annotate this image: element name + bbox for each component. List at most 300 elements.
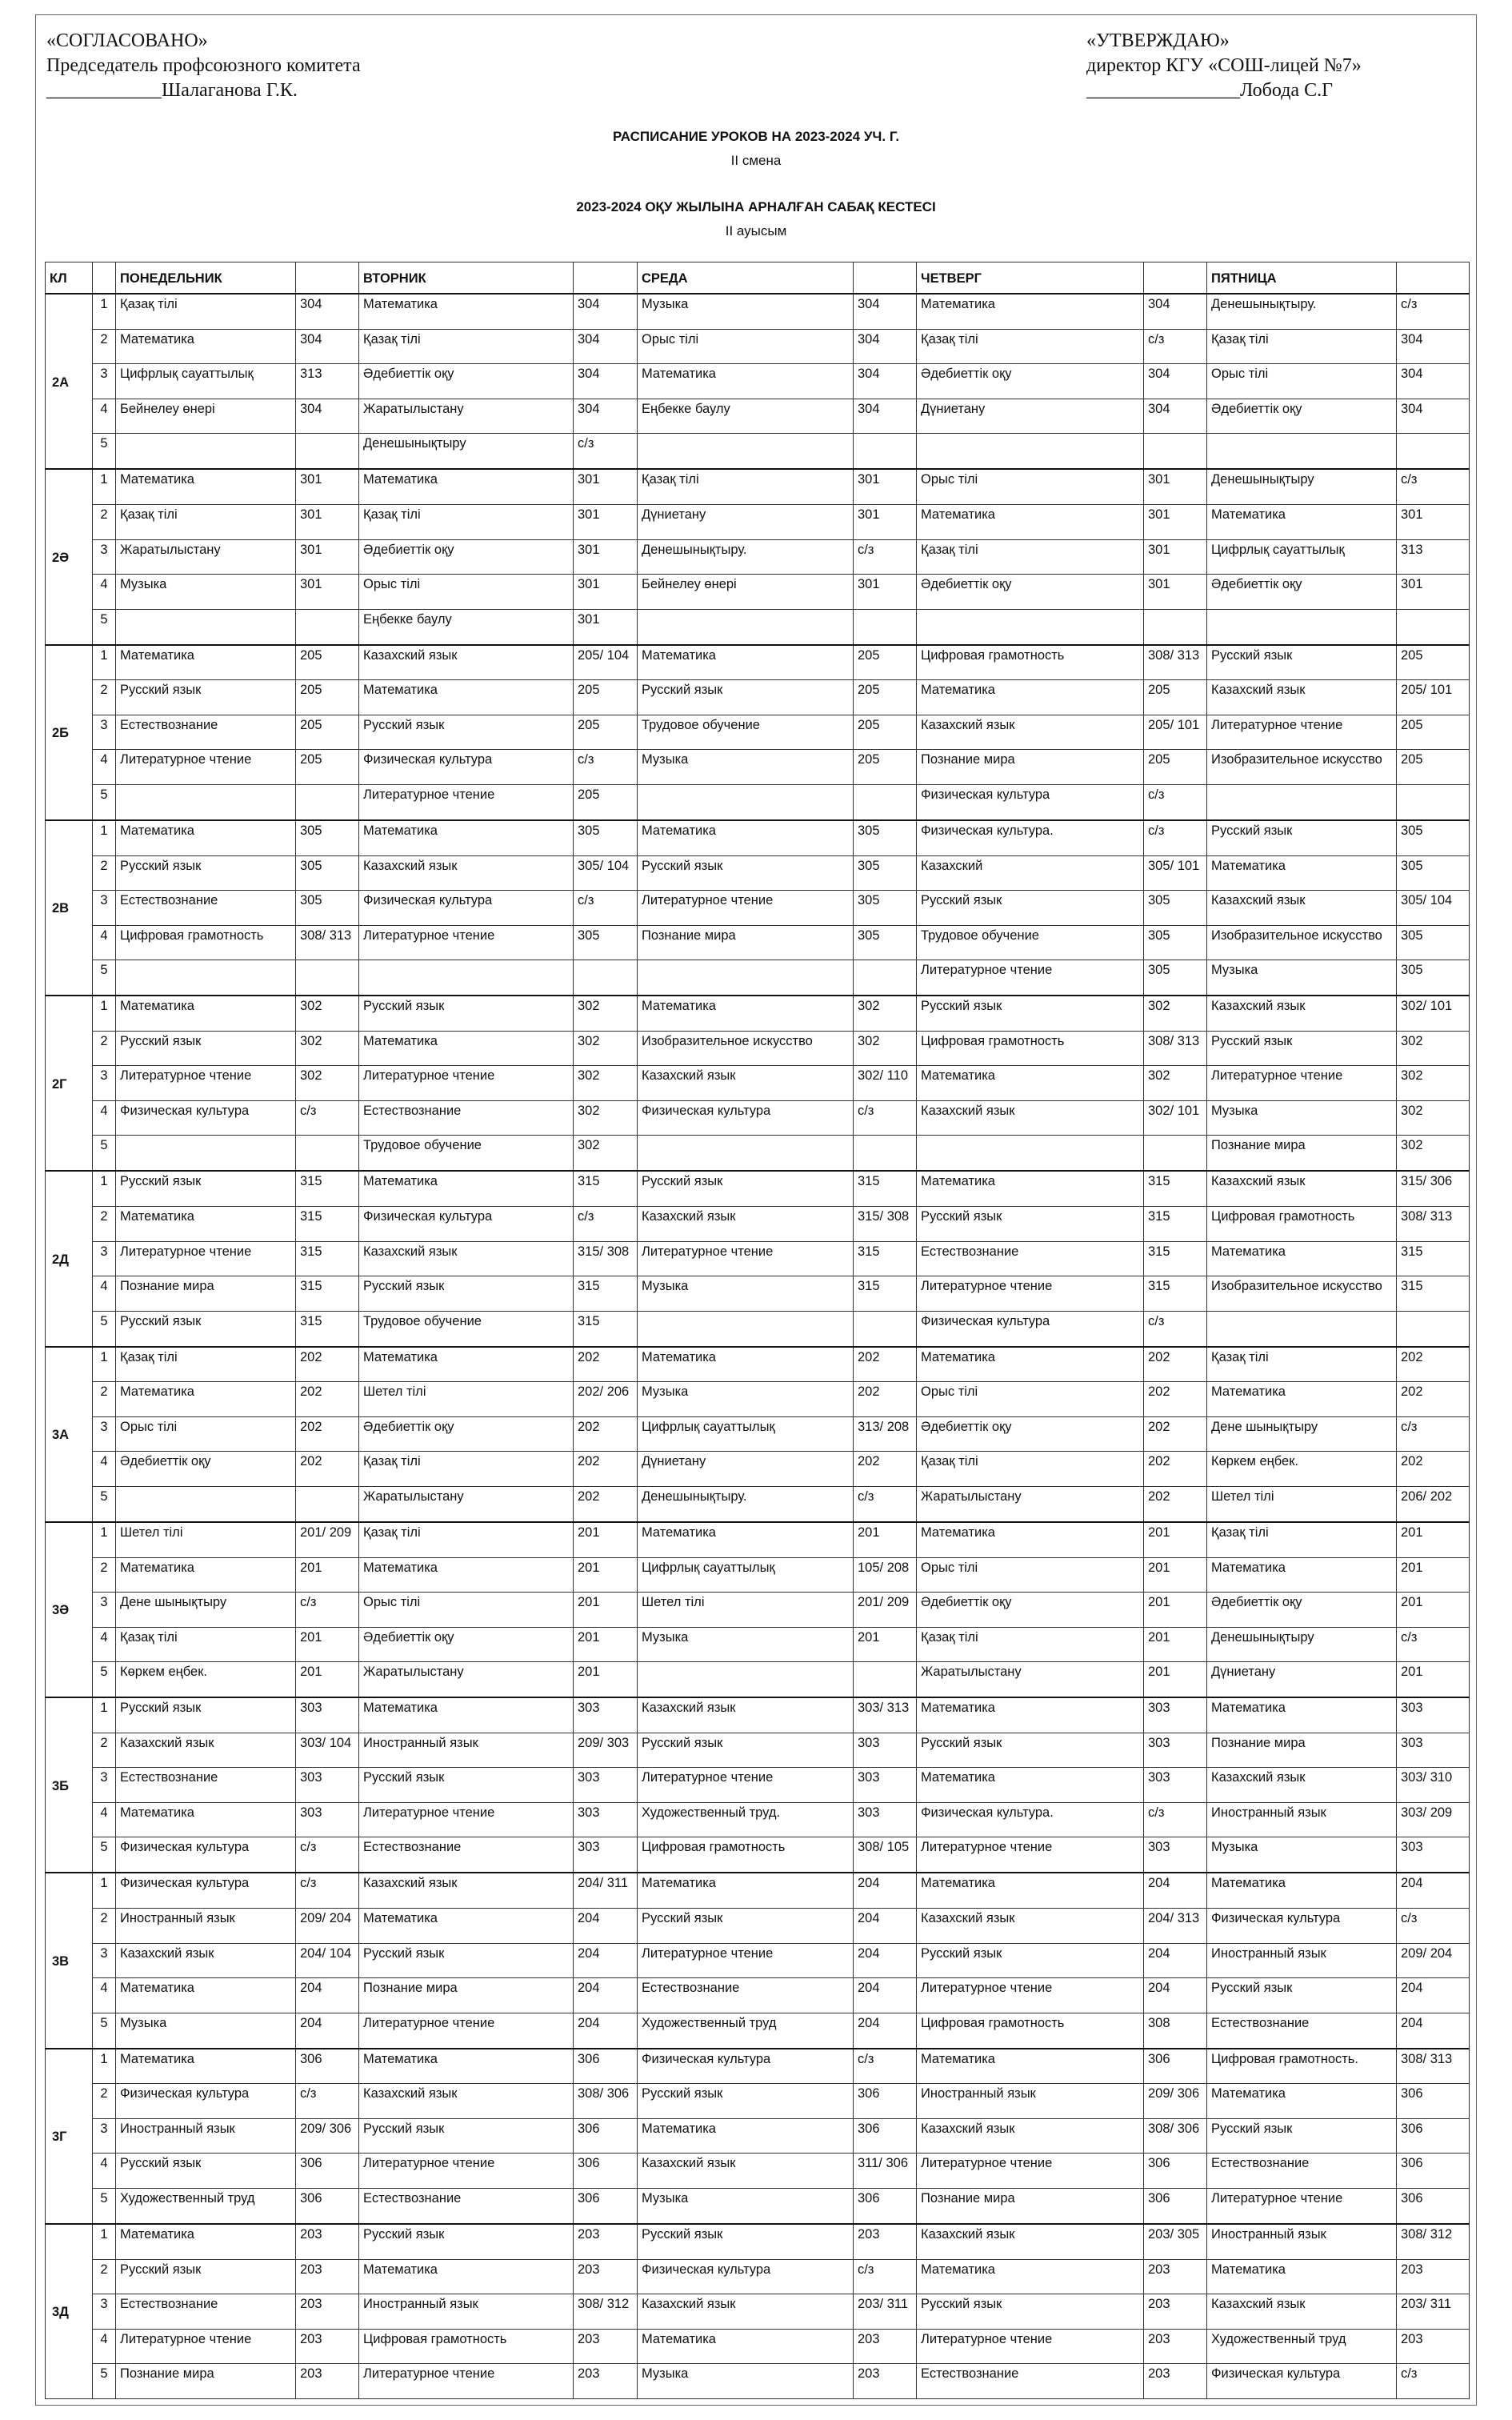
class-label: 3Г xyxy=(46,2049,93,2224)
lesson-number: 2 xyxy=(93,329,116,363)
friday-subject: Художественный труд xyxy=(1207,2329,1397,2363)
wednesday-subject: Денешынықтыру. xyxy=(638,539,854,574)
wednesday-room: 313/ 208 xyxy=(854,1416,917,1451)
friday-subject: Изобразительное искусство xyxy=(1207,925,1397,960)
lesson-number: 4 xyxy=(93,575,116,609)
lesson-number: 2 xyxy=(93,1557,116,1592)
wednesday-subject xyxy=(638,609,854,644)
friday-subject: Цифровая грамотность. xyxy=(1207,2049,1397,2084)
tuesday-room: 203 xyxy=(574,2364,638,2399)
tuesday-room: с/з xyxy=(574,750,638,784)
col-lesson-num xyxy=(93,262,116,294)
wednesday-subject: Литературное чтение xyxy=(638,891,854,925)
friday-room: 305 xyxy=(1397,960,1470,996)
thursday-subject: Литературное чтение xyxy=(917,2154,1144,2188)
tuesday-room: 201 xyxy=(574,1627,638,1661)
tuesday-subject: Математика xyxy=(359,469,574,504)
friday-subject xyxy=(1207,1311,1397,1346)
wednesday-room: 306 xyxy=(854,2118,917,2153)
friday-room: 202 xyxy=(1397,1347,1470,1382)
lesson-number: 5 xyxy=(93,2013,116,2048)
tuesday-room: 308/ 312 xyxy=(574,2294,638,2329)
table-row xyxy=(46,1802,1470,1837)
schedule-body xyxy=(46,294,1470,2399)
tuesday-room: 302 xyxy=(574,1031,638,1065)
monday-subject xyxy=(116,609,296,644)
lesson-number: 3 xyxy=(93,715,116,749)
tuesday-room: 301 xyxy=(574,505,638,539)
thursday-subject: Математика xyxy=(917,2259,1144,2294)
col-friday-room xyxy=(1397,262,1470,294)
wednesday-subject: Русский язык xyxy=(638,1733,854,1767)
tuesday-subject: Литературное чтение xyxy=(359,1802,574,1837)
tuesday-room: 306 xyxy=(574,2049,638,2084)
monday-subject: Русский язык xyxy=(116,2259,296,2294)
friday-subject xyxy=(1207,784,1397,819)
wednesday-room: 204 xyxy=(854,1943,917,1977)
wednesday-subject: Қазақ тілі xyxy=(638,469,854,504)
friday-room: 305 xyxy=(1397,820,1470,855)
lesson-number: 2 xyxy=(93,1382,116,1416)
friday-subject: Қазақ тілі xyxy=(1207,1522,1397,1557)
thursday-room: с/з xyxy=(1144,1802,1207,1837)
wednesday-room: 302 xyxy=(854,996,917,1031)
monday-subject: Казахский язык xyxy=(116,1943,296,1977)
lesson-number: 1 xyxy=(93,645,116,680)
monday-room: с/з xyxy=(296,1100,359,1135)
thursday-subject: Математика xyxy=(917,1873,1144,1908)
friday-subject: Математика xyxy=(1207,1873,1397,1908)
thursday-room: 303 xyxy=(1144,1837,1207,1873)
thursday-room: 202 xyxy=(1144,1382,1207,1416)
friday-subject: Музыка xyxy=(1207,1100,1397,1135)
monday-room: 209/ 204 xyxy=(296,1909,359,1943)
tuesday-subject: Литературное чтение xyxy=(359,784,574,819)
table-row xyxy=(46,855,1470,890)
thursday-subject: Математика xyxy=(917,1347,1144,1382)
tuesday-room: 302 xyxy=(574,1100,638,1135)
class-label: 3Б xyxy=(46,1697,93,1873)
thursday-room: 305 xyxy=(1144,960,1207,996)
monday-subject: Познание мира xyxy=(116,1276,296,1311)
friday-subject: Русский язык xyxy=(1207,2118,1397,2153)
lesson-number: 1 xyxy=(93,2224,116,2259)
table-row xyxy=(46,1697,1470,1733)
wednesday-subject: Денешынықтыру. xyxy=(638,1486,854,1521)
thursday-room: 315 xyxy=(1144,1171,1207,1206)
thursday-subject: Казахский xyxy=(917,855,1144,890)
monday-subject: Литературное чтение xyxy=(116,2329,296,2363)
thursday-subject: Физическая культура xyxy=(917,784,1144,819)
table-row xyxy=(46,1171,1470,1206)
wednesday-subject: Математика xyxy=(638,1347,854,1382)
monday-subject: Цифровая грамотность xyxy=(116,925,296,960)
friday-subject: Познание мира xyxy=(1207,1136,1397,1171)
lesson-number: 1 xyxy=(93,1522,116,1557)
wednesday-room: 205 xyxy=(854,645,917,680)
table-row xyxy=(46,2154,1470,2188)
wednesday-room: 303 xyxy=(854,1802,917,1837)
friday-room: 301 xyxy=(1397,575,1470,609)
friday-subject: Русский язык xyxy=(1207,645,1397,680)
friday-subject: Казахский язык xyxy=(1207,1768,1397,1802)
class-label: 2Б xyxy=(46,645,93,820)
thursday-subject: Казахский язык xyxy=(917,2118,1144,2153)
wednesday-room: 306 xyxy=(854,2188,917,2223)
friday-subject: Изобразительное искусство xyxy=(1207,1276,1397,1311)
friday-room: 303 xyxy=(1397,1837,1470,1873)
wednesday-subject: Дүниетану xyxy=(638,1452,854,1486)
friday-room: с/з xyxy=(1397,1909,1470,1943)
thursday-subject: Русский язык xyxy=(917,2294,1144,2329)
tuesday-room: 302 xyxy=(574,1136,638,1171)
friday-room: 304 xyxy=(1397,364,1470,399)
tuesday-room: 303 xyxy=(574,1697,638,1733)
monday-room xyxy=(296,609,359,644)
tuesday-subject: Математика xyxy=(359,1697,574,1733)
friday-subject xyxy=(1207,609,1397,644)
col-wednesday-room xyxy=(854,262,917,294)
schedule-header-row xyxy=(46,262,1470,294)
monday-subject: Математика xyxy=(116,1207,296,1241)
table-row xyxy=(46,2049,1470,2084)
thursday-room: 209/ 306 xyxy=(1144,2084,1207,2118)
friday-room: 201 xyxy=(1397,1557,1470,1592)
tuesday-subject: Естествознание xyxy=(359,1100,574,1135)
tuesday-subject: Әдебиеттік оқу xyxy=(359,1416,574,1451)
tuesday-subject: Литературное чтение xyxy=(359,1066,574,1100)
tuesday-room: 301 xyxy=(574,469,638,504)
tuesday-subject: Орыс тілі xyxy=(359,1593,574,1627)
lesson-number: 1 xyxy=(93,996,116,1031)
lesson-number: 1 xyxy=(93,469,116,504)
monday-subject: Дене шынықтыру xyxy=(116,1593,296,1627)
monday-room: 202 xyxy=(296,1347,359,1382)
friday-subject: Дүниетану xyxy=(1207,1662,1397,1697)
thursday-subject: Трудовое обучение xyxy=(917,925,1144,960)
tuesday-room: 201 xyxy=(574,1557,638,1592)
wednesday-room: 203/ 311 xyxy=(854,2294,917,2329)
director-label: директор КГУ «СОШ-лицей №7» xyxy=(1086,55,1362,76)
wednesday-subject: Математика xyxy=(638,2329,854,2363)
lesson-number: 1 xyxy=(93,294,116,329)
tuesday-subject: Жаратылыстану xyxy=(359,1486,574,1521)
friday-room: 203/ 311 xyxy=(1397,2294,1470,2329)
table-row xyxy=(46,2364,1470,2399)
monday-subject: Цифрлық сауаттылық xyxy=(116,364,296,399)
col-monday-room xyxy=(296,262,359,294)
friday-subject xyxy=(1207,434,1397,469)
tuesday-subject xyxy=(359,960,574,996)
tuesday-subject: Казахский язык xyxy=(359,1873,574,1908)
monday-subject: Математика xyxy=(116,996,296,1031)
table-row xyxy=(46,2013,1470,2048)
monday-room: 209/ 306 xyxy=(296,2118,359,2153)
tuesday-room: 204 xyxy=(574,1943,638,1977)
lesson-number: 3 xyxy=(93,1593,116,1627)
monday-room: 302 xyxy=(296,1031,359,1065)
tuesday-subject: Иностранный язык xyxy=(359,2294,574,2329)
thursday-room: 304 xyxy=(1144,399,1207,433)
wednesday-room: 315/ 308 xyxy=(854,1207,917,1241)
thursday-room: 302 xyxy=(1144,1066,1207,1100)
thursday-subject: Русский язык xyxy=(917,1207,1144,1241)
lesson-number: 2 xyxy=(93,1909,116,1943)
table-row xyxy=(46,539,1470,574)
friday-subject: Цифровая грамотность xyxy=(1207,1207,1397,1241)
table-row xyxy=(46,609,1470,644)
monday-subject: Русский язык xyxy=(116,1311,296,1346)
friday-room: 303/ 310 xyxy=(1397,1768,1470,1802)
wednesday-subject: Физическая культура xyxy=(638,2049,854,2084)
wednesday-room: 202 xyxy=(854,1347,917,1382)
tuesday-subject: Математика xyxy=(359,1347,574,1382)
wednesday-subject xyxy=(638,784,854,819)
wednesday-subject: Математика xyxy=(638,996,854,1031)
friday-room: 306 xyxy=(1397,2154,1470,2188)
lesson-number: 4 xyxy=(93,1978,116,2013)
friday-room: 308/ 313 xyxy=(1397,1207,1470,1241)
table-row xyxy=(46,715,1470,749)
friday-room: 203 xyxy=(1397,2259,1470,2294)
table-row xyxy=(46,1416,1470,1451)
table-row xyxy=(46,1943,1470,1977)
tuesday-room: 306 xyxy=(574,2188,638,2223)
friday-subject: Денешынықтыру xyxy=(1207,469,1397,504)
wednesday-room: 204 xyxy=(854,1873,917,1908)
friday-room: 202 xyxy=(1397,1382,1470,1416)
friday-subject: Математика xyxy=(1207,1241,1397,1276)
friday-subject: Познание мира xyxy=(1207,1733,1397,1767)
table-row xyxy=(46,1347,1470,1382)
class-label: 3В xyxy=(46,1873,93,2048)
tuesday-room: 304 xyxy=(574,294,638,329)
lesson-number: 4 xyxy=(93,1802,116,1837)
lesson-number: 5 xyxy=(93,609,116,644)
thursday-subject: Әдебиеттік оқу xyxy=(917,1593,1144,1627)
thursday-subject: Математика xyxy=(917,294,1144,329)
wednesday-room xyxy=(854,609,917,644)
monday-subject: Литературное чтение xyxy=(116,1066,296,1100)
tuesday-room: 204 xyxy=(574,1909,638,1943)
monday-room: 315 xyxy=(296,1276,359,1311)
table-row xyxy=(46,1207,1470,1241)
lesson-number: 2 xyxy=(93,1733,116,1767)
thursday-room: 201 xyxy=(1144,1627,1207,1661)
col-class: КЛ xyxy=(46,262,93,294)
thursday-room: 302 xyxy=(1144,996,1207,1031)
friday-room: 313 xyxy=(1397,539,1470,574)
tuesday-subject: Трудовое обучение xyxy=(359,1311,574,1346)
wednesday-subject: Русский язык xyxy=(638,680,854,715)
monday-subject: Физическая культура xyxy=(116,1100,296,1135)
monday-subject: Бейнелеу өнері xyxy=(116,399,296,433)
table-row xyxy=(46,891,1470,925)
thursday-subject: Казахский язык xyxy=(917,1100,1144,1135)
table-row xyxy=(46,1557,1470,1592)
wednesday-room: 301 xyxy=(854,469,917,504)
monday-room: 302 xyxy=(296,1066,359,1100)
monday-subject: Қазақ тілі xyxy=(116,1627,296,1661)
thursday-subject: Орыс тілі xyxy=(917,1557,1144,1592)
wednesday-room: 202 xyxy=(854,1452,917,1486)
table-row xyxy=(46,434,1470,469)
tuesday-room: 201 xyxy=(574,1593,638,1627)
lesson-number: 3 xyxy=(93,891,116,925)
class-label: 2А xyxy=(46,294,93,469)
wednesday-subject: Русский язык xyxy=(638,855,854,890)
agreed-label: «СОГЛАСОВАНО» xyxy=(46,30,208,51)
wednesday-room: 302/ 110 xyxy=(854,1066,917,1100)
lesson-number: 4 xyxy=(93,2154,116,2188)
tuesday-room: 305/ 104 xyxy=(574,855,638,890)
friday-room xyxy=(1397,434,1470,469)
tuesday-subject: Трудовое обучение xyxy=(359,1136,574,1171)
friday-subject: Шетел тілі xyxy=(1207,1486,1397,1521)
wednesday-room: с/з xyxy=(854,1100,917,1135)
thursday-room: 201 xyxy=(1144,1522,1207,1557)
thursday-subject: Физическая культура. xyxy=(917,820,1144,855)
tuesday-subject: Цифровая грамотность xyxy=(359,2329,574,2363)
thursday-subject: Қазақ тілі xyxy=(917,1627,1144,1661)
wednesday-room: 303/ 313 xyxy=(854,1697,917,1733)
wednesday-subject: Казахский язык xyxy=(638,2294,854,2329)
table-row xyxy=(46,1066,1470,1100)
ru-title: РАСПИСАНИЕ УРОКОВ НА 2023-2024 УЧ. Г. xyxy=(612,129,900,144)
wednesday-subject: Бейнелеу өнері xyxy=(638,575,854,609)
tuesday-room: 315 xyxy=(574,1311,638,1346)
friday-subject: Математика xyxy=(1207,2084,1397,2118)
table-row xyxy=(46,2294,1470,2329)
wednesday-room: с/з xyxy=(854,539,917,574)
monday-room: 205 xyxy=(296,645,359,680)
monday-subject: Литературное чтение xyxy=(116,750,296,784)
wednesday-subject: Изобразительное искусство xyxy=(638,1031,854,1065)
table-row xyxy=(46,2224,1470,2259)
tuesday-subject: Қазақ тілі xyxy=(359,505,574,539)
monday-subject xyxy=(116,784,296,819)
thursday-subject: Русский язык xyxy=(917,891,1144,925)
wednesday-subject: Музыка xyxy=(638,2188,854,2223)
thursday-room: 203 xyxy=(1144,2364,1207,2399)
wednesday-room: 203 xyxy=(854,2329,917,2363)
wednesday-subject: Казахский язык xyxy=(638,2154,854,2188)
friday-subject: Музыка xyxy=(1207,1837,1397,1873)
friday-room: 209/ 204 xyxy=(1397,1943,1470,1977)
thursday-room: 315 xyxy=(1144,1276,1207,1311)
thursday-room: 315 xyxy=(1144,1241,1207,1276)
monday-subject: Иностранный язык xyxy=(116,1909,296,1943)
table-row xyxy=(46,1909,1470,1943)
friday-subject: Денешынықтыру xyxy=(1207,1627,1397,1661)
friday-subject: Литературное чтение xyxy=(1207,715,1397,749)
thursday-room: 306 xyxy=(1144,2154,1207,2188)
table-row xyxy=(46,1382,1470,1416)
wednesday-subject: Литературное чтение xyxy=(638,1768,854,1802)
table-row xyxy=(46,784,1470,819)
table-row xyxy=(46,680,1470,715)
wednesday-subject: Шетел тілі xyxy=(638,1593,854,1627)
lesson-number: 2 xyxy=(93,855,116,890)
wednesday-subject: Цифрлық сауаттылық xyxy=(638,1416,854,1451)
friday-subject: Математика xyxy=(1207,1382,1397,1416)
wednesday-room: 202 xyxy=(854,1382,917,1416)
monday-subject: Литературное чтение xyxy=(116,1241,296,1276)
thursday-subject: Казахский язык xyxy=(917,715,1144,749)
monday-room: 204 xyxy=(296,1978,359,2013)
monday-room: 204 xyxy=(296,2013,359,2048)
lesson-number: 5 xyxy=(93,434,116,469)
friday-subject: Орыс тілі xyxy=(1207,364,1397,399)
lesson-number: 5 xyxy=(93,1136,116,1171)
wednesday-subject: Русский язык xyxy=(638,2224,854,2259)
thursday-room: 304 xyxy=(1144,294,1207,329)
kz-shift: II ауысым xyxy=(725,223,787,238)
friday-room: 201 xyxy=(1397,1593,1470,1627)
thursday-subject: Математика xyxy=(917,505,1144,539)
thursday-room: 302/ 101 xyxy=(1144,1100,1207,1135)
col-wednesday: СРЕДА xyxy=(638,262,854,294)
wednesday-subject: Математика xyxy=(638,1873,854,1908)
thursday-subject: Естествознание xyxy=(917,2364,1144,2399)
tuesday-subject: Казахский язык xyxy=(359,855,574,890)
monday-room: 303 xyxy=(296,1802,359,1837)
wednesday-room: 306 xyxy=(854,2084,917,2118)
thursday-room: 202 xyxy=(1144,1416,1207,1451)
lesson-number: 5 xyxy=(93,2188,116,2223)
lesson-number: 5 xyxy=(93,1662,116,1697)
tuesday-room: 303 xyxy=(574,1837,638,1873)
friday-subject: Қазақ тілі xyxy=(1207,1347,1397,1382)
friday-room: 205/ 101 xyxy=(1397,680,1470,715)
wednesday-room: 303 xyxy=(854,1768,917,1802)
monday-subject: Музыка xyxy=(116,575,296,609)
wednesday-room: 305 xyxy=(854,925,917,960)
tuesday-subject: Математика xyxy=(359,1031,574,1065)
tuesday-room: 201 xyxy=(574,1522,638,1557)
wednesday-room: 304 xyxy=(854,294,917,329)
tuesday-subject: Литературное чтение xyxy=(359,925,574,960)
lesson-number: 2 xyxy=(93,2259,116,2294)
thursday-subject: Литературное чтение xyxy=(917,2329,1144,2363)
wednesday-subject: Трудовое обучение xyxy=(638,715,854,749)
thursday-room: 301 xyxy=(1144,575,1207,609)
wednesday-subject: Музыка xyxy=(638,2364,854,2399)
table-row xyxy=(46,1452,1470,1486)
table-row xyxy=(46,399,1470,433)
friday-room: 303 xyxy=(1397,1733,1470,1767)
tuesday-subject: Русский язык xyxy=(359,2224,574,2259)
tuesday-room: 315/ 308 xyxy=(574,1241,638,1276)
wednesday-subject: Познание мира xyxy=(638,925,854,960)
monday-room: 308/ 313 xyxy=(296,925,359,960)
friday-subject: Әдебиеттік оқу xyxy=(1207,575,1397,609)
tuesday-room: 202 xyxy=(574,1416,638,1451)
wednesday-subject: Русский язык xyxy=(638,1909,854,1943)
tuesday-subject: Математика xyxy=(359,294,574,329)
friday-room: 305/ 104 xyxy=(1397,891,1470,925)
tuesday-room: 301 xyxy=(574,609,638,644)
friday-subject: Казахский язык xyxy=(1207,891,1397,925)
wednesday-subject: Физическая культура xyxy=(638,1100,854,1135)
thursday-room: 203 xyxy=(1144,2259,1207,2294)
tuesday-room: 302 xyxy=(574,996,638,1031)
tuesday-room xyxy=(574,960,638,996)
monday-room: 306 xyxy=(296,2154,359,2188)
wednesday-room: 201/ 209 xyxy=(854,1593,917,1627)
thursday-room: 303 xyxy=(1144,1768,1207,1802)
monday-subject: Русский язык xyxy=(116,855,296,890)
